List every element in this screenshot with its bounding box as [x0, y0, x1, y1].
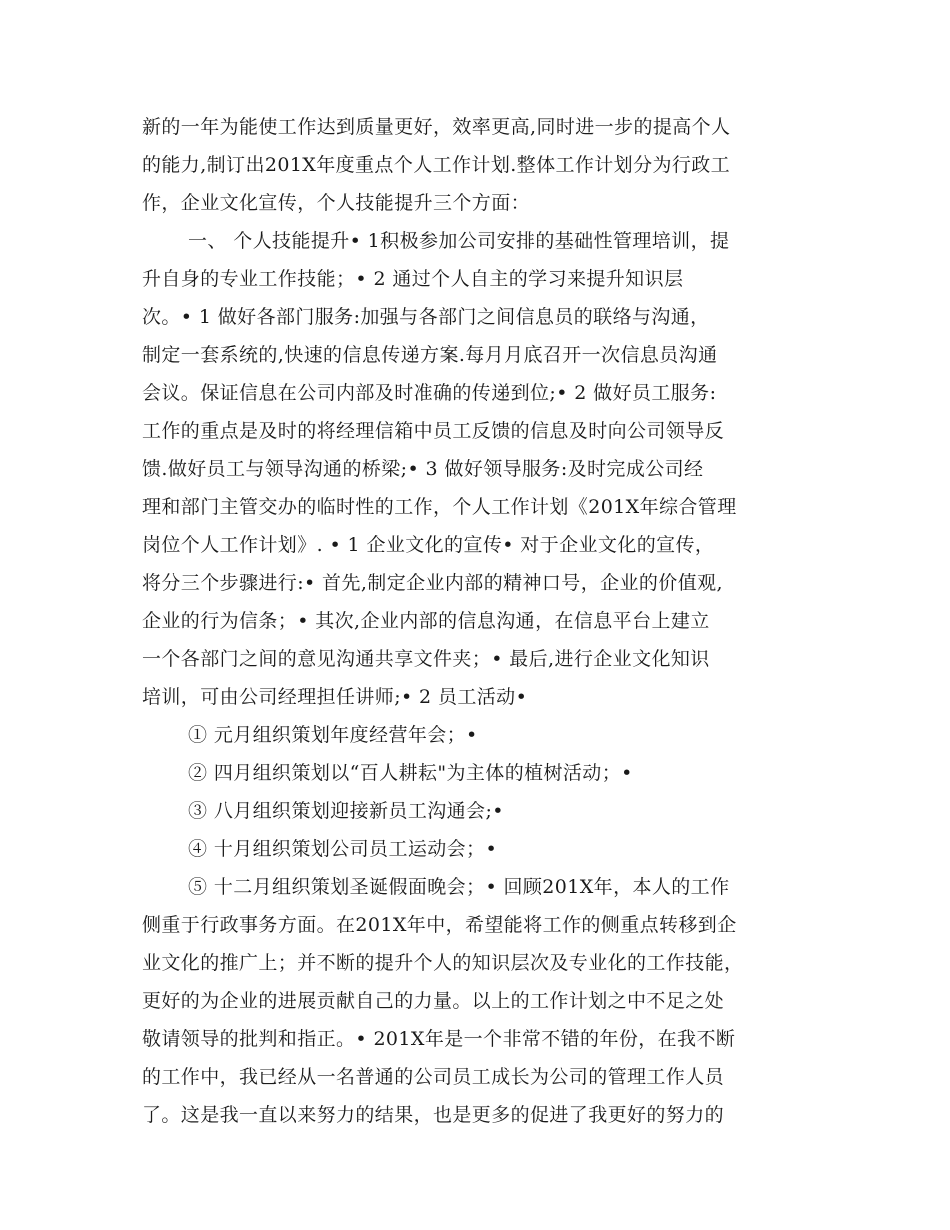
- text-line: 敬请领导的批判和指正。• 201X年是一个非常不错的年份，在我不断: [142, 1028, 736, 1050]
- text-line: 次。• 1 做好各部门服务:加强与各部门之间信息员的联络与沟通，: [142, 306, 710, 328]
- text-line: 一、 个人技能提升• 1积极参加公司安排的基础性管理培训，提: [188, 230, 730, 252]
- list-item: ③ 八月组织策划迎接新员工沟通会;•: [188, 800, 504, 822]
- text-line: 会议。保证信息在公司内部及时准确的传递到位;• 2 做好员工服务:: [142, 382, 717, 404]
- text-line: 侧重于行政事务方面。在201X年中，希望能将工作的侧重点转移到企: [142, 914, 737, 936]
- text-line: 的能力,制订出201X年度重点个人工作计划.整体工作计划分为行政工: [142, 154, 731, 176]
- text-line: 作，企业文化宣传，个人技能提升三个方面：: [142, 192, 531, 214]
- text-line: 培训，可由公司经理担任讲师;• 2 员工活动•: [142, 686, 528, 708]
- text-line: 将分三个步骤进行:• 首先,制定企业内部的精神口号，企业的价值观,: [142, 572, 723, 594]
- text-line: 了。这是我一直以来努力的结果，也是更多的促进了我更好的努力的: [142, 1104, 725, 1126]
- list-item: ④ 十月组织策划公司员工运动会；•: [188, 838, 498, 860]
- text-line: 更好的为企业的进展贡献自己的力量。以上的工作计划之中不足之处: [142, 990, 725, 1012]
- text-line: 一个各部门之间的意见沟通共享文件夹；• 最后,进行企业文化知识: [142, 648, 710, 670]
- list-item: ⑤ 十二月组织策划圣诞假面晚会；• 回顾201X年，本人的工作: [188, 876, 730, 898]
- text-line: 馈.做好员工与领导沟通的桥梁;• 3 做好领导服务:及时完成公司经: [142, 458, 704, 480]
- text-line: 工作的重点是及时的将经理信箱中员工反馈的信息及时向公司领导反: [142, 420, 725, 442]
- text-line: 升自身的专业工作技能；• 2 通过个人自主的学习来提升知识层: [142, 268, 684, 290]
- text-line: 业文化的推广上；并不断的提升个人的知识层次及专业化的工作技能，: [142, 952, 744, 974]
- text-line: 制定一套系统的,快速的信息传递方案.每月月底召开一次信息员沟通: [142, 344, 718, 366]
- text-line: 岗位个人工作计划》. • 1 企业文化的宣传• 对于企业文化的宣传，: [142, 534, 715, 556]
- text-line: 的工作中，我已经从一名普通的公司员工成长为公司的管理工作人员: [142, 1066, 725, 1088]
- list-item: ① 元月组织策划年度经营年会；•: [188, 724, 478, 746]
- list-item: ② 四月组织策划以“百人耕耘"为主体的植树活动；•: [188, 762, 633, 784]
- text-line: 新的一年为能使工作达到质量更好，效率更高,同时进一步的提高个人: [142, 116, 731, 138]
- text-line: 企业的行为信条；• 其次,企业内部的信息沟通，在信息平台上建立: [142, 610, 710, 632]
- text-line: 理和部门主管交办的临时性的工作，个人工作计划《201X年综合管理: [142, 496, 737, 518]
